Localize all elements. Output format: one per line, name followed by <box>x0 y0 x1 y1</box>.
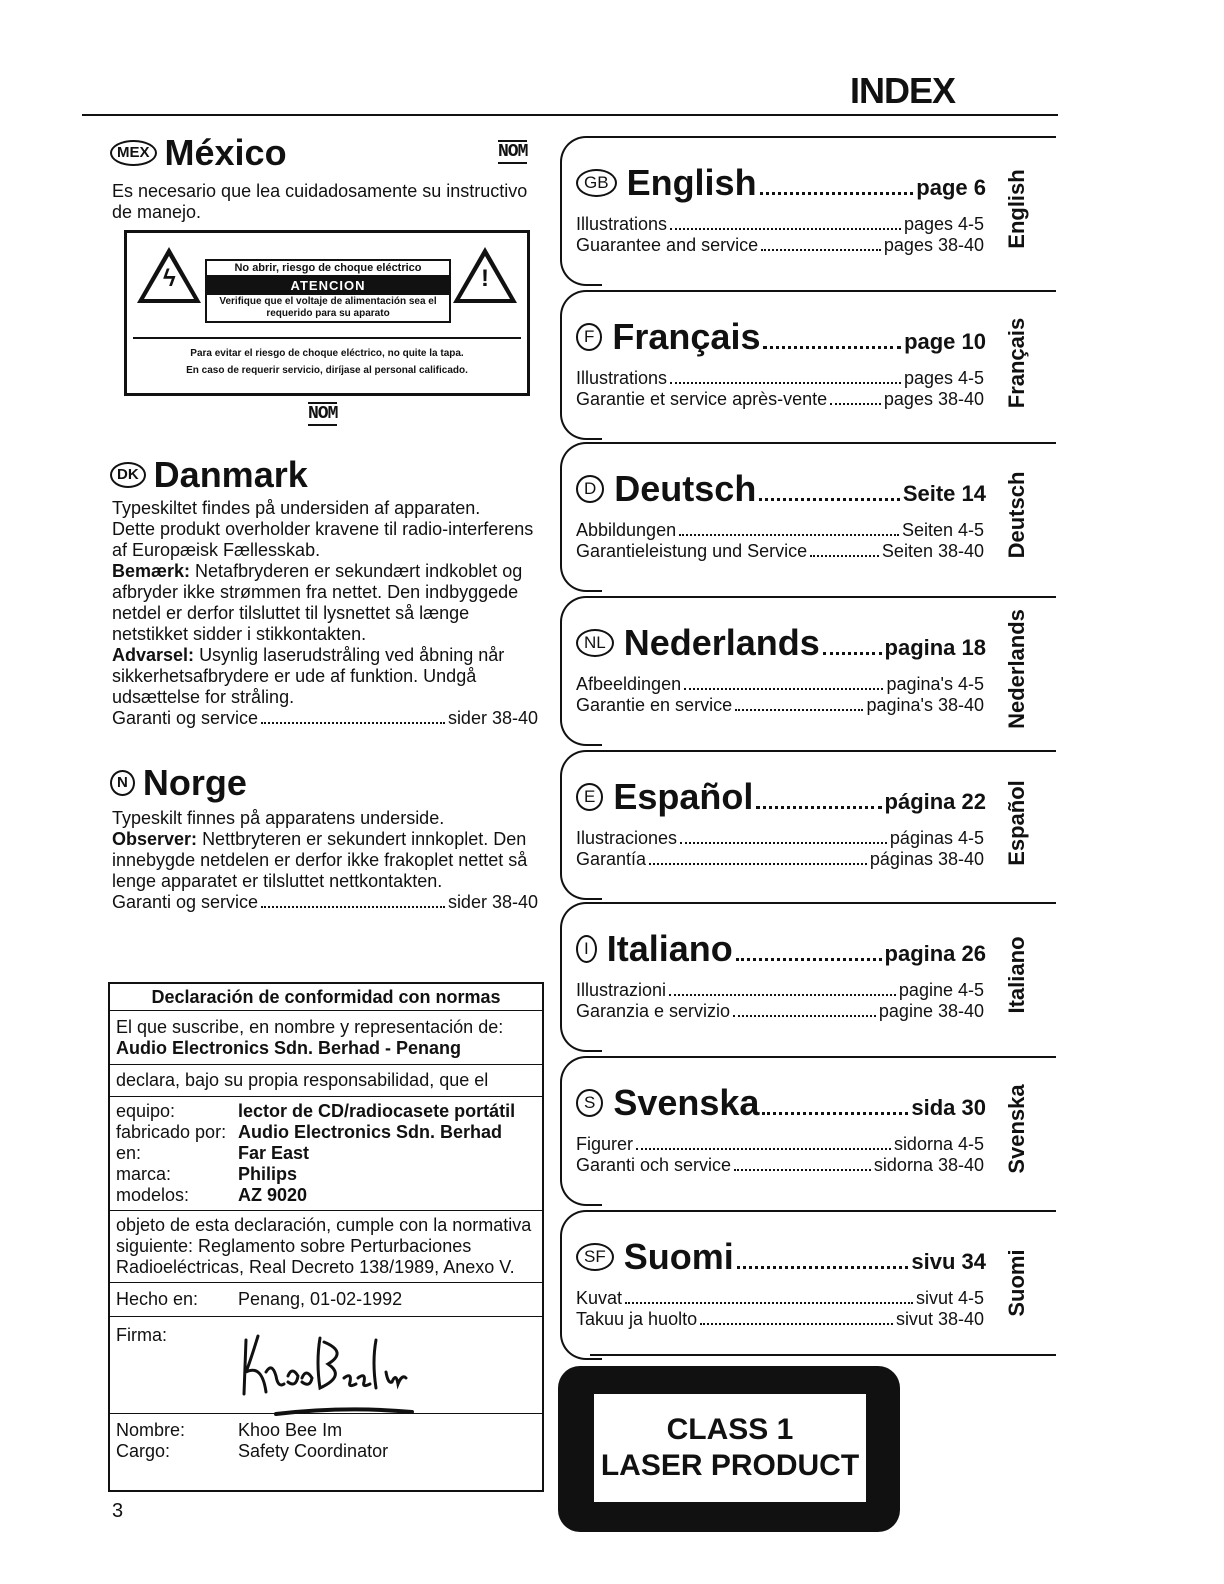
illustrations-label: Illustrations <box>576 368 668 388</box>
language-tab-label: Español <box>1004 780 1029 866</box>
electric-warning-label <box>124 230 530 396</box>
language-tab[interactable] <box>1000 1210 1034 1356</box>
danmark-body <box>112 498 538 729</box>
language-badge: SF <box>576 1243 614 1271</box>
danmark-p2: Dette produkt overholder kravene til radio-interferens af Europæisk Fællesskab. <box>112 519 534 560</box>
language-name: Svenska <box>613 1082 760 1123</box>
norge-p1: Typeskilt finnes på apparatens underside. <box>112 808 445 828</box>
danmark-heading <box>110 452 308 496</box>
country-badge: MEX <box>110 140 157 166</box>
language-tab[interactable] <box>1000 902 1034 1048</box>
language-tab[interactable] <box>1000 750 1034 896</box>
warning-bottom-line-2: En caso de requerir servicio, diríjase al personal calificado. <box>186 365 468 376</box>
norge-obs-label: Observer: <box>112 829 198 849</box>
laser-line-1: CLASS 1 <box>666 1413 794 1446</box>
signature-image <box>236 1332 426 1424</box>
mexico-heading <box>110 130 287 174</box>
norge-body <box>112 808 538 913</box>
guarantee-label: Garantie en service <box>576 695 733 715</box>
illustrations-label: Kuvat <box>576 1288 623 1308</box>
danmark-bem-text: Netafbryderen er sekundært indkoblet og afbryder ikke strømmen fra nettet. Den indbyggede netdel er derfor tilsluttet til lysnettet så længe netstikket sidder i stikkontakten. <box>112 561 523 644</box>
nombre-key: Nombre: <box>116 1420 186 1440</box>
language-panel-italiano[interactable] <box>560 902 1056 1048</box>
language-name: Nederlands <box>623 622 820 663</box>
cargo-value: Safety Coordinator <box>238 1441 389 1461</box>
language-badge: E <box>576 783 603 811</box>
language-page: Seite 14 <box>902 481 986 506</box>
declaration-company: Audio Electronics Sdn. Berhad - Penang <box>116 1038 462 1058</box>
norge-obs-text: Nettbryteren er sekundert innkoplet. Den innebygde netdelen er derfor ikke frakoplet nettet så lenge apparatet er tilsluttet nettkontakten. <box>112 829 528 891</box>
guarantee-pages: páginas 38-40 <box>869 849 984 869</box>
country-name: Danmark <box>153 454 308 496</box>
guarantee-pages: pages 38-40 <box>883 235 984 255</box>
language-page: sivu 34 <box>911 1249 986 1274</box>
guarantee-pages: Seiten 38-40 <box>881 541 984 561</box>
danmark-adv-text: Usynlig laserudstråling ved åbning når sikkerhetsafbrydere er ude af funktion. Undgå udsættelse for stråling. <box>112 645 505 707</box>
language-page: pagina 26 <box>884 941 986 966</box>
en-value: Far East <box>238 1143 310 1163</box>
guarantee-pages: pagine 38-40 <box>878 1001 984 1021</box>
declaration-objeto: objeto de esta declaración, cumple con la normativa siguiente: Reglamento sobre Perturbaciones Radioeléctricas, Real Decreto 138/1989, Anexo V. <box>116 1215 532 1277</box>
language-panel-français[interactable] <box>560 290 1056 436</box>
language-tab[interactable] <box>1000 1056 1034 1202</box>
country-badge: DK <box>110 462 146 488</box>
en-key: en: <box>116 1143 142 1163</box>
fab-value: Audio Electronics Sdn. Berhad <box>238 1122 503 1142</box>
guarantee-label: Garantía <box>576 849 647 869</box>
danmark-service-line <box>112 708 538 729</box>
norge-heading <box>110 760 247 804</box>
header-rule <box>82 114 1058 116</box>
guarantee-label: Garantie et service après-vente <box>576 389 828 409</box>
laser-product-label <box>558 1366 900 1532</box>
service-page: sider 38-40 <box>447 892 538 912</box>
mexico-text: Es necesario que lea cuidadosamente su instructivo de manejo. <box>112 181 528 222</box>
nom-mark: NOM <box>498 142 528 162</box>
illustrations-label: Figurer <box>576 1134 634 1154</box>
language-page: page 10 <box>904 329 986 354</box>
illustrations-label: Afbeeldingen <box>576 674 682 694</box>
language-tab-label: English <box>1004 169 1029 249</box>
page-title: INDEX <box>850 70 956 111</box>
guarantee-label: Garantieleistung und Service <box>576 541 808 561</box>
danmark-p1: Typeskiltet findes på undersiden af apparaten. <box>112 498 481 518</box>
exclamation-warning-icon: ! <box>453 247 517 303</box>
illustrations-label: Illustrazioni <box>576 980 667 1000</box>
illustrations-pages: pagina's 4-5 <box>886 674 984 694</box>
language-tab[interactable] <box>1000 442 1034 588</box>
equipo-key: equipo: <box>116 1101 176 1121</box>
illustrations-pages: páginas 4-5 <box>889 828 984 848</box>
language-badge: I <box>576 935 597 963</box>
language-panel-deutsch[interactable] <box>560 442 1056 588</box>
cargo-key: Cargo: <box>116 1441 171 1461</box>
norge-service-line <box>112 892 538 913</box>
illustrations-pages: pages 4-5 <box>903 214 984 234</box>
language-tab-label: Italiano <box>1004 936 1029 1014</box>
marca-value: Philips <box>238 1164 298 1184</box>
warning-atencion: ATENCION <box>207 277 449 295</box>
illustrations-pages: pagine 4-5 <box>898 980 984 1000</box>
language-name: Deutsch <box>614 468 757 509</box>
language-tab-label: Svenska <box>1004 1084 1029 1174</box>
language-tab-label: Deutsch <box>1004 471 1029 559</box>
modelos-value: AZ 9020 <box>238 1185 308 1205</box>
language-panel-español[interactable] <box>560 750 1056 896</box>
equipo-value: lector de CD/radiocasete portátil <box>238 1101 516 1121</box>
language-badge: D <box>576 475 604 503</box>
warning-top-text: No abrir, riesgo de choque eléctrico <box>207 261 449 277</box>
country-name: México <box>164 132 287 174</box>
language-panel-suomi[interactable] <box>560 1210 1056 1356</box>
laser-line-2: LASER PRODUCT <box>600 1449 860 1482</box>
language-panel-english[interactable] <box>560 136 1056 282</box>
declaration-title: Declaración de conformidad con normas <box>151 987 501 1007</box>
language-badge: S <box>576 1089 603 1117</box>
language-name: Suomi <box>623 1236 734 1277</box>
illustrations-label: Illustrations <box>576 214 668 234</box>
language-name: Français <box>612 316 761 357</box>
hecho-value: Penang, 01-02-1992 <box>238 1289 403 1309</box>
declaration-line1: El que suscribe, en nombre y representación de: <box>116 1017 504 1037</box>
language-badge: F <box>576 323 602 351</box>
guarantee-pages: sidorna 38-40 <box>873 1155 984 1175</box>
marca-key: marca: <box>116 1164 172 1184</box>
guarantee-label: Garanti och service <box>576 1155 732 1175</box>
language-page: página 22 <box>884 789 986 814</box>
language-badge: GB <box>576 169 617 197</box>
lightning-warning-icon: ϟ <box>137 247 201 303</box>
illustrations-pages: Seiten 4-5 <box>901 520 984 540</box>
language-name: Español <box>613 776 754 817</box>
warning-bottom-line-1: Para evitar el riesgo de choque eléctrico, no quite la tapa. <box>190 348 464 359</box>
service-label: Garanti og service <box>112 892 259 912</box>
danmark-adv-label: Advarsel: <box>112 645 195 665</box>
language-page: page 6 <box>916 175 986 200</box>
guarantee-pages: pages 38-40 <box>883 389 984 409</box>
hecho-key: Hecho en: <box>116 1289 199 1309</box>
firma-key: Firma: <box>116 1325 167 1345</box>
language-page: pagina 18 <box>884 635 986 660</box>
illustrations-pages: sivut 4-5 <box>915 1288 984 1308</box>
language-name: Italiano <box>606 928 733 969</box>
warning-verify-text: Verifique que el voltaje de alimentación sea el requerido para su aparato <box>219 296 437 319</box>
danmark-bem-label: Bemærk: <box>112 561 191 581</box>
language-tab-label: Nederlands <box>1004 609 1029 729</box>
language-tab[interactable] <box>1000 290 1034 436</box>
nombre-value: Khoo Bee Im <box>238 1420 343 1440</box>
modelos-key: modelos: <box>116 1185 190 1205</box>
fab-key: fabricado por: <box>116 1122 227 1142</box>
language-tab[interactable] <box>1000 136 1034 282</box>
nom-mark-bottom: NOM <box>308 404 338 424</box>
page-number: 3 <box>112 1500 124 1522</box>
illustrations-label: Ilustraciones <box>576 828 678 848</box>
language-name: English <box>626 162 757 203</box>
illustrations-pages: pages 4-5 <box>903 368 984 388</box>
language-page: sida 30 <box>911 1095 986 1120</box>
language-tab[interactable] <box>1000 596 1034 742</box>
service-label: Garanti og service <box>112 708 259 728</box>
country-badge: N <box>110 770 135 796</box>
guarantee-label: Guarantee and service <box>576 235 759 255</box>
language-tab-label: Suomi <box>1004 1249 1029 1317</box>
guarantee-pages: pagina's 38-40 <box>866 695 984 715</box>
language-tab-label: Français <box>1004 317 1029 409</box>
guarantee-label: Garanzia e servizio <box>576 1001 731 1021</box>
language-badge: NL <box>576 629 614 657</box>
illustrations-label: Abbildungen <box>576 520 677 540</box>
guarantee-label: Takuu ja huolto <box>576 1309 698 1329</box>
guarantee-pages: sivut 38-40 <box>895 1309 984 1329</box>
language-panel-nederlands[interactable] <box>560 596 1056 742</box>
service-page: sider 38-40 <box>447 708 538 728</box>
language-panel-svenska[interactable] <box>560 1056 1056 1202</box>
country-name: Norge <box>142 762 247 804</box>
illustrations-pages: sidorna 4-5 <box>893 1134 984 1154</box>
declaration-line2: declara, bajo su propia responsabilidad, que el <box>116 1070 489 1090</box>
